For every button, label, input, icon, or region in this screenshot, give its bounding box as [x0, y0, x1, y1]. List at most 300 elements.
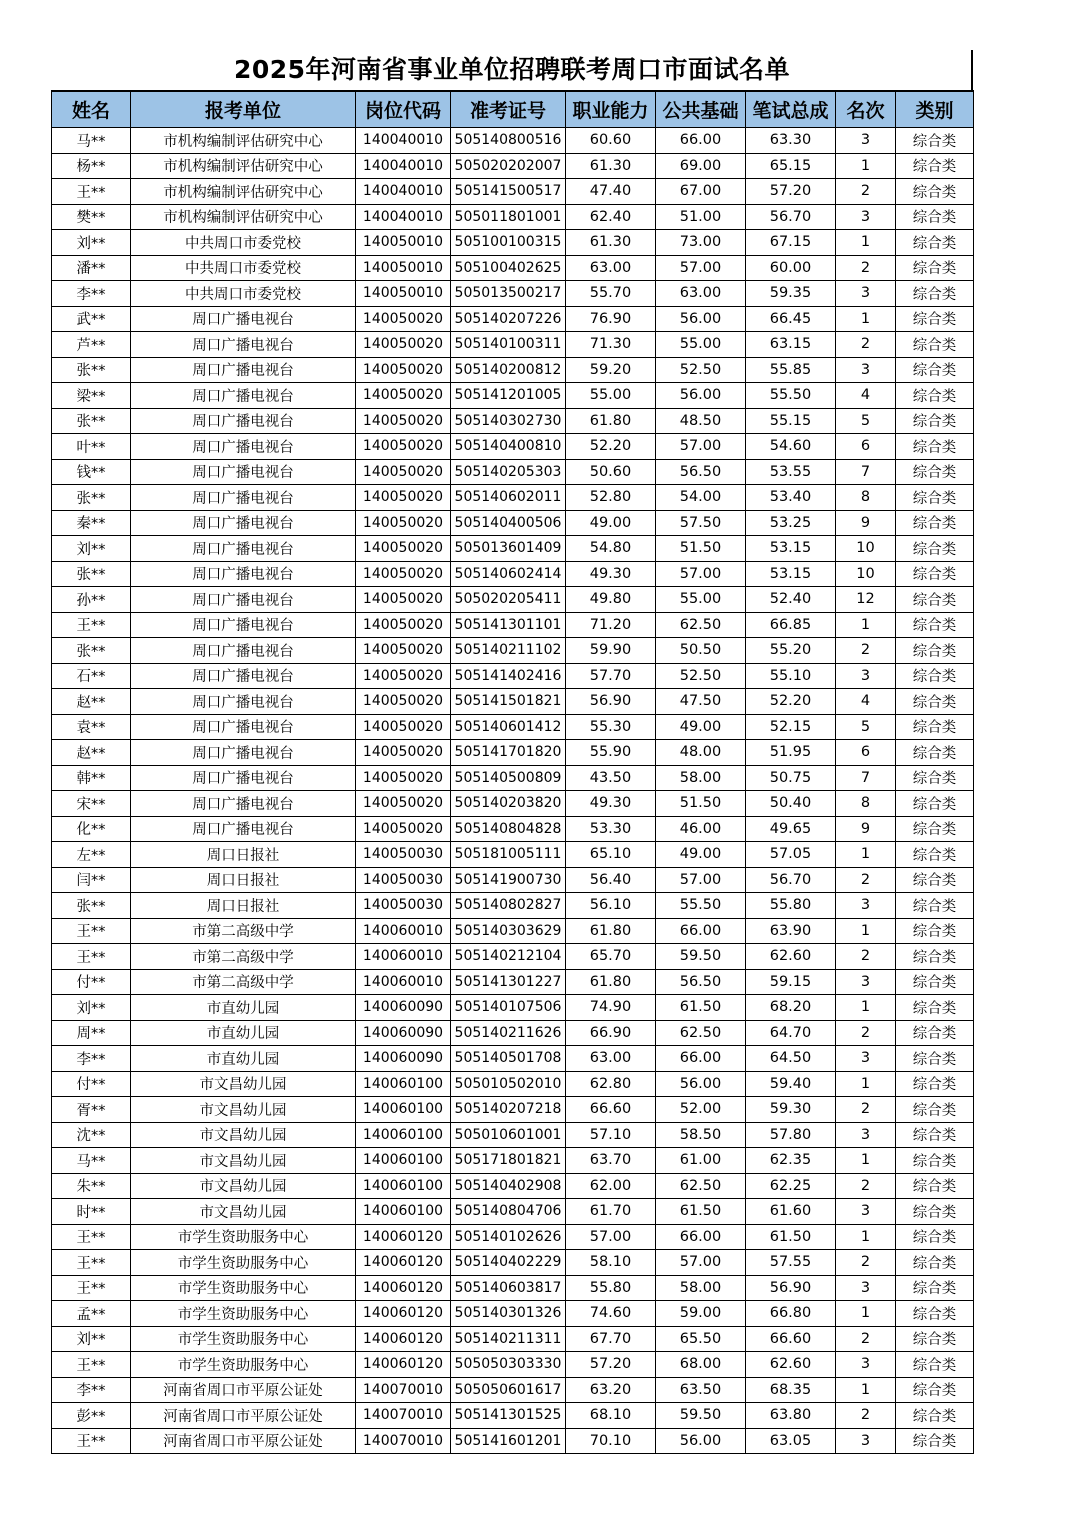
table-row [52, 1326, 974, 1352]
cell-ability: 61.70 [566, 1199, 656, 1225]
cell-ability: 63.00 [566, 1046, 656, 1072]
cell-post-code: 140070010 [356, 1403, 451, 1429]
cell-rank: 1 [836, 1301, 896, 1327]
cell-category: 综合类 [896, 612, 974, 638]
cell-ability: 57.00 [566, 1224, 656, 1250]
cell-post-code: 140050020 [356, 714, 451, 740]
cell-rank: 1 [836, 230, 896, 256]
cell-post-code: 140050030 [356, 867, 451, 893]
cell-category: 综合类 [896, 485, 974, 511]
cell-total: 52.15 [746, 714, 836, 740]
cell-exam-id: 505140212104 [451, 944, 566, 970]
cell-post-code: 140050020 [356, 485, 451, 511]
cell-rank: 7 [836, 765, 896, 791]
cell-total: 62.35 [746, 1148, 836, 1174]
cell-rank: 3 [836, 128, 896, 154]
cell-rank: 3 [836, 1428, 896, 1454]
cell-unit: 河南省周口市平原公证处 [131, 1403, 356, 1429]
cell-exam-id: 505141201005 [451, 383, 566, 409]
cell-post-code: 140050020 [356, 791, 451, 817]
cell-total: 63.15 [746, 332, 836, 358]
cell-category: 综合类 [896, 1148, 974, 1174]
spreadsheet [51, 50, 973, 1454]
cell-basics: 55.00 [656, 587, 746, 613]
cell-rank: 8 [836, 485, 896, 511]
cell-total: 57.20 [746, 179, 836, 205]
cell-ability: 65.70 [566, 944, 656, 970]
table-row [52, 383, 974, 409]
cell-name: 付** [52, 1071, 131, 1097]
cell-unit: 市文昌幼儿园 [131, 1173, 356, 1199]
cell-post-code: 140050020 [356, 740, 451, 766]
cell-category: 综合类 [896, 332, 974, 358]
cell-post-code: 140060100 [356, 1122, 451, 1148]
cell-total: 56.70 [746, 867, 836, 893]
cell-category: 综合类 [896, 1071, 974, 1097]
cell-total: 52.40 [746, 587, 836, 613]
cell-basics: 52.50 [656, 663, 746, 689]
cell-basics: 51.00 [656, 204, 746, 230]
cell-name: 王** [52, 1275, 131, 1301]
cell-name: 赵** [52, 689, 131, 715]
cell-post-code: 140050020 [356, 434, 451, 460]
cell-exam-id: 505140501708 [451, 1046, 566, 1072]
cell-exam-id: 505141301227 [451, 969, 566, 995]
cell-basics: 58.50 [656, 1122, 746, 1148]
cell-rank: 3 [836, 357, 896, 383]
cell-basics: 66.00 [656, 128, 746, 154]
cell-basics: 54.00 [656, 485, 746, 511]
cell-exam-id: 505140402229 [451, 1250, 566, 1276]
cell-rank: 1 [836, 1224, 896, 1250]
cell-post-code: 140050020 [356, 332, 451, 358]
cell-exam-id: 505140603817 [451, 1275, 566, 1301]
cell-total: 56.90 [746, 1275, 836, 1301]
table-row [52, 1428, 974, 1454]
cell-name: 刘** [52, 536, 131, 562]
cell-name: 赵** [52, 740, 131, 766]
cell-unit: 市学生资助服务中心 [131, 1250, 356, 1276]
cell-post-code: 140040010 [356, 153, 451, 179]
cell-unit: 市第二高级中学 [131, 969, 356, 995]
cell-unit: 周口广播电视台 [131, 459, 356, 485]
cell-category: 综合类 [896, 842, 974, 868]
cell-ability: 60.60 [566, 128, 656, 154]
cell-exam-id: 505140602011 [451, 485, 566, 511]
cell-basics: 55.50 [656, 893, 746, 919]
cell-rank: 3 [836, 1199, 896, 1225]
cell-rank: 2 [836, 1173, 896, 1199]
cell-rank: 2 [836, 944, 896, 970]
cell-rank: 1 [836, 153, 896, 179]
cell-total: 63.80 [746, 1403, 836, 1429]
cell-post-code: 140060100 [356, 1148, 451, 1174]
cell-basics: 59.00 [656, 1301, 746, 1327]
cell-unit: 周口广播电视台 [131, 638, 356, 664]
cell-rank: 1 [836, 918, 896, 944]
cell-post-code: 140050020 [356, 612, 451, 638]
cell-basics: 52.00 [656, 1097, 746, 1123]
cell-rank: 2 [836, 179, 896, 205]
cell-category: 综合类 [896, 536, 974, 562]
col-header-post-code: 岗位代码 [356, 91, 451, 128]
cell-ability: 55.80 [566, 1275, 656, 1301]
table-row [52, 714, 974, 740]
cell-basics: 57.00 [656, 1250, 746, 1276]
cell-name: 王** [52, 1250, 131, 1276]
cell-category: 综合类 [896, 1275, 974, 1301]
cell-unit: 市机构编制评估研究中心 [131, 153, 356, 179]
table-row [52, 740, 974, 766]
cell-basics: 56.00 [656, 306, 746, 332]
cell-name: 左** [52, 842, 131, 868]
cell-name: 张** [52, 408, 131, 434]
cell-name: 武** [52, 306, 131, 332]
cell-ability: 56.10 [566, 893, 656, 919]
cell-ability: 56.90 [566, 689, 656, 715]
table-row [52, 434, 974, 460]
cell-exam-id: 505010601001 [451, 1122, 566, 1148]
cell-post-code: 140050020 [356, 561, 451, 587]
cell-category: 综合类 [896, 1403, 974, 1429]
cell-basics: 59.50 [656, 1403, 746, 1429]
table-row [52, 663, 974, 689]
cell-ability: 59.90 [566, 638, 656, 664]
cell-category: 综合类 [896, 969, 974, 995]
cell-total: 65.15 [746, 153, 836, 179]
cell-category: 综合类 [896, 306, 974, 332]
cell-ability: 54.80 [566, 536, 656, 562]
cell-rank: 3 [836, 1352, 896, 1378]
cell-unit: 周口广播电视台 [131, 408, 356, 434]
cell-total: 55.50 [746, 383, 836, 409]
col-header-unit: 报考单位 [131, 91, 356, 128]
cell-ability: 49.00 [566, 510, 656, 536]
cell-name: 叶** [52, 434, 131, 460]
cell-exam-id: 505140205303 [451, 459, 566, 485]
interview-table [51, 90, 974, 1454]
cell-category: 综合类 [896, 255, 974, 281]
cell-name: 胥** [52, 1097, 131, 1123]
cell-name: 张** [52, 357, 131, 383]
cell-exam-id: 505140402908 [451, 1173, 566, 1199]
cell-name: 钱** [52, 459, 131, 485]
cell-ability: 66.60 [566, 1097, 656, 1123]
cell-total: 63.90 [746, 918, 836, 944]
cell-total: 49.65 [746, 816, 836, 842]
cell-total: 57.80 [746, 1122, 836, 1148]
cell-exam-id: 505140301326 [451, 1301, 566, 1327]
cell-total: 61.60 [746, 1199, 836, 1225]
cell-unit: 周口广播电视台 [131, 587, 356, 613]
cell-post-code: 140070010 [356, 1428, 451, 1454]
cell-name: 李** [52, 281, 131, 307]
cell-basics: 51.50 [656, 536, 746, 562]
cell-category: 综合类 [896, 1173, 974, 1199]
cell-exam-id: 505140102626 [451, 1224, 566, 1250]
col-header-exam-id: 准考证号 [451, 91, 566, 128]
cell-unit: 周口日报社 [131, 867, 356, 893]
col-header-rank: 名次 [836, 91, 896, 128]
cell-name: 刘** [52, 1326, 131, 1352]
cell-unit: 市机构编制评估研究中心 [131, 204, 356, 230]
cell-rank: 3 [836, 281, 896, 307]
cell-name: 彭** [52, 1403, 131, 1429]
cell-post-code: 140050020 [356, 510, 451, 536]
cell-post-code: 140060120 [356, 1326, 451, 1352]
cell-ability: 61.30 [566, 153, 656, 179]
table-row [52, 485, 974, 511]
cell-unit: 周口广播电视台 [131, 561, 356, 587]
cell-post-code: 140060120 [356, 1352, 451, 1378]
cell-basics: 62.50 [656, 1020, 746, 1046]
cell-basics: 67.00 [656, 179, 746, 205]
cell-unit: 河南省周口市平原公证处 [131, 1377, 356, 1403]
cell-post-code: 140050010 [356, 230, 451, 256]
cell-total: 56.70 [746, 204, 836, 230]
cell-post-code: 140060090 [356, 1020, 451, 1046]
cell-unit: 市文昌幼儿园 [131, 1199, 356, 1225]
cell-post-code: 140050020 [356, 689, 451, 715]
cell-total: 53.15 [746, 536, 836, 562]
cell-basics: 62.50 [656, 1173, 746, 1199]
cell-post-code: 140060010 [356, 944, 451, 970]
cell-unit: 周口广播电视台 [131, 740, 356, 766]
cell-exam-id: 505141601201 [451, 1428, 566, 1454]
cell-basics: 66.00 [656, 918, 746, 944]
cell-exam-id: 505140400810 [451, 434, 566, 460]
cell-category: 综合类 [896, 791, 974, 817]
cell-total: 57.55 [746, 1250, 836, 1276]
cell-basics: 57.50 [656, 510, 746, 536]
table-row [52, 1250, 974, 1276]
cell-name: 王** [52, 918, 131, 944]
cell-rank: 5 [836, 714, 896, 740]
cell-ability: 67.70 [566, 1326, 656, 1352]
cell-ability: 61.80 [566, 918, 656, 944]
cell-name: 芦** [52, 332, 131, 358]
cell-name: 张** [52, 638, 131, 664]
cell-exam-id: 505181005111 [451, 842, 566, 868]
cell-basics: 57.00 [656, 867, 746, 893]
cell-exam-id: 505140302730 [451, 408, 566, 434]
cell-post-code: 140060090 [356, 995, 451, 1021]
table-row [52, 1377, 974, 1403]
cell-basics: 56.00 [656, 1071, 746, 1097]
cell-category: 综合类 [896, 459, 974, 485]
cell-post-code: 140050020 [356, 459, 451, 485]
cell-rank: 1 [836, 306, 896, 332]
cell-basics: 59.50 [656, 944, 746, 970]
cell-basics: 56.00 [656, 1428, 746, 1454]
cell-basics: 57.00 [656, 561, 746, 587]
cell-unit: 周口广播电视台 [131, 306, 356, 332]
cell-exam-id: 505140211626 [451, 1020, 566, 1046]
cell-name: 王** [52, 1224, 131, 1250]
cell-basics: 66.00 [656, 1224, 746, 1250]
cell-rank: 2 [836, 332, 896, 358]
cell-exam-id: 505140211102 [451, 638, 566, 664]
cell-basics: 50.50 [656, 638, 746, 664]
cell-exam-id: 505011801001 [451, 204, 566, 230]
cell-unit: 周口广播电视台 [131, 791, 356, 817]
cell-category: 综合类 [896, 1377, 974, 1403]
cell-unit: 市机构编制评估研究中心 [131, 179, 356, 205]
cell-total: 63.30 [746, 128, 836, 154]
cell-rank: 1 [836, 842, 896, 868]
cell-unit: 周口广播电视台 [131, 714, 356, 740]
cell-unit: 市学生资助服务中心 [131, 1326, 356, 1352]
cell-exam-id: 505141501821 [451, 689, 566, 715]
cell-ability: 59.20 [566, 357, 656, 383]
cell-basics: 58.00 [656, 765, 746, 791]
cell-category: 综合类 [896, 230, 974, 256]
cell-total: 62.25 [746, 1173, 836, 1199]
cell-post-code: 140050020 [356, 536, 451, 562]
table-row [52, 1020, 974, 1046]
cell-category: 综合类 [896, 867, 974, 893]
cell-category: 综合类 [896, 153, 974, 179]
cell-name: 王** [52, 944, 131, 970]
cell-unit: 周口广播电视台 [131, 383, 356, 409]
cell-total: 57.05 [746, 842, 836, 868]
cell-unit: 市文昌幼儿园 [131, 1148, 356, 1174]
table-row [52, 689, 974, 715]
cell-basics: 49.00 [656, 714, 746, 740]
cell-name: 付** [52, 969, 131, 995]
cell-category: 综合类 [896, 434, 974, 460]
table-body [52, 128, 974, 1454]
cell-name: 张** [52, 485, 131, 511]
cell-category: 综合类 [896, 740, 974, 766]
cell-category: 综合类 [896, 128, 974, 154]
cell-post-code: 140050020 [356, 306, 451, 332]
table-row [52, 1122, 974, 1148]
cell-category: 综合类 [896, 638, 974, 664]
cell-name: 秦** [52, 510, 131, 536]
cell-exam-id: 505140602414 [451, 561, 566, 587]
cell-rank: 2 [836, 867, 896, 893]
table-row [52, 1275, 974, 1301]
cell-exam-id: 505140500809 [451, 765, 566, 791]
cell-basics: 49.00 [656, 842, 746, 868]
table-row [52, 1046, 974, 1072]
cell-rank: 9 [836, 510, 896, 536]
table-row [52, 1199, 974, 1225]
cell-basics: 51.50 [656, 791, 746, 817]
cell-category: 综合类 [896, 408, 974, 434]
cell-unit: 周口广播电视台 [131, 612, 356, 638]
cell-unit: 市学生资助服务中心 [131, 1275, 356, 1301]
cell-total: 62.60 [746, 1352, 836, 1378]
cell-basics: 47.50 [656, 689, 746, 715]
cell-category: 综合类 [896, 1224, 974, 1250]
cell-rank: 3 [836, 1275, 896, 1301]
cell-category: 综合类 [896, 1428, 974, 1454]
cell-exam-id: 505141301101 [451, 612, 566, 638]
cell-exam-id: 505141402416 [451, 663, 566, 689]
cell-post-code: 140040010 [356, 179, 451, 205]
cell-basics: 56.00 [656, 383, 746, 409]
cell-post-code: 140050020 [356, 408, 451, 434]
cell-post-code: 140040010 [356, 204, 451, 230]
cell-basics: 66.00 [656, 1046, 746, 1072]
cell-rank: 3 [836, 893, 896, 919]
cell-rank: 1 [836, 612, 896, 638]
cell-unit: 中共周口市委党校 [131, 281, 356, 307]
cell-rank: 3 [836, 1122, 896, 1148]
cell-total: 61.50 [746, 1224, 836, 1250]
cell-basics: 52.50 [656, 357, 746, 383]
cell-name: 周** [52, 1020, 131, 1046]
cell-rank: 3 [836, 1046, 896, 1072]
cell-unit: 周口广播电视台 [131, 510, 356, 536]
cell-post-code: 140050020 [356, 587, 451, 613]
cell-unit: 周口广播电视台 [131, 536, 356, 562]
cell-rank: 6 [836, 434, 896, 460]
table-row [52, 816, 974, 842]
cell-name: 王** [52, 1428, 131, 1454]
cell-total: 64.70 [746, 1020, 836, 1046]
cell-ability: 71.30 [566, 332, 656, 358]
cell-rank: 2 [836, 1403, 896, 1429]
cell-basics: 63.50 [656, 1377, 746, 1403]
cell-ability: 71.20 [566, 612, 656, 638]
cell-post-code: 140050010 [356, 281, 451, 307]
cell-unit: 中共周口市委党校 [131, 255, 356, 281]
cell-post-code: 140060120 [356, 1301, 451, 1327]
cell-exam-id: 505141500517 [451, 179, 566, 205]
cell-name: 李** [52, 1377, 131, 1403]
table-row [52, 791, 974, 817]
cell-name: 化** [52, 816, 131, 842]
cell-exam-id: 505050601617 [451, 1377, 566, 1403]
cell-unit: 周口广播电视台 [131, 357, 356, 383]
table-row [52, 842, 974, 868]
table-row [52, 1403, 974, 1429]
cell-exam-id: 505140601412 [451, 714, 566, 740]
cell-category: 综合类 [896, 1199, 974, 1225]
cell-rank: 1 [836, 1148, 896, 1174]
cell-post-code: 140060120 [356, 1224, 451, 1250]
cell-name: 马** [52, 1148, 131, 1174]
cell-exam-id: 505140207218 [451, 1097, 566, 1123]
cell-basics: 56.50 [656, 459, 746, 485]
table-row [52, 918, 974, 944]
table-row [52, 510, 974, 536]
cell-rank: 2 [836, 1250, 896, 1276]
cell-name: 宋** [52, 791, 131, 817]
cell-name: 袁** [52, 714, 131, 740]
cell-total: 68.35 [746, 1377, 836, 1403]
cell-basics: 61.50 [656, 995, 746, 1021]
cell-basics: 68.00 [656, 1352, 746, 1378]
cell-ability: 57.10 [566, 1122, 656, 1148]
table-row [52, 587, 974, 613]
cell-name: 韩** [52, 765, 131, 791]
cell-category: 综合类 [896, 587, 974, 613]
cell-unit: 市直幼儿园 [131, 995, 356, 1021]
cell-unit: 周口广播电视台 [131, 434, 356, 460]
table-row [52, 536, 974, 562]
cell-ability: 61.30 [566, 230, 656, 256]
cell-rank: 5 [836, 408, 896, 434]
cell-category: 综合类 [896, 561, 974, 587]
cell-ability: 55.70 [566, 281, 656, 307]
cell-name: 孙** [52, 587, 131, 613]
cell-unit: 周口日报社 [131, 893, 356, 919]
table-row [52, 1097, 974, 1123]
